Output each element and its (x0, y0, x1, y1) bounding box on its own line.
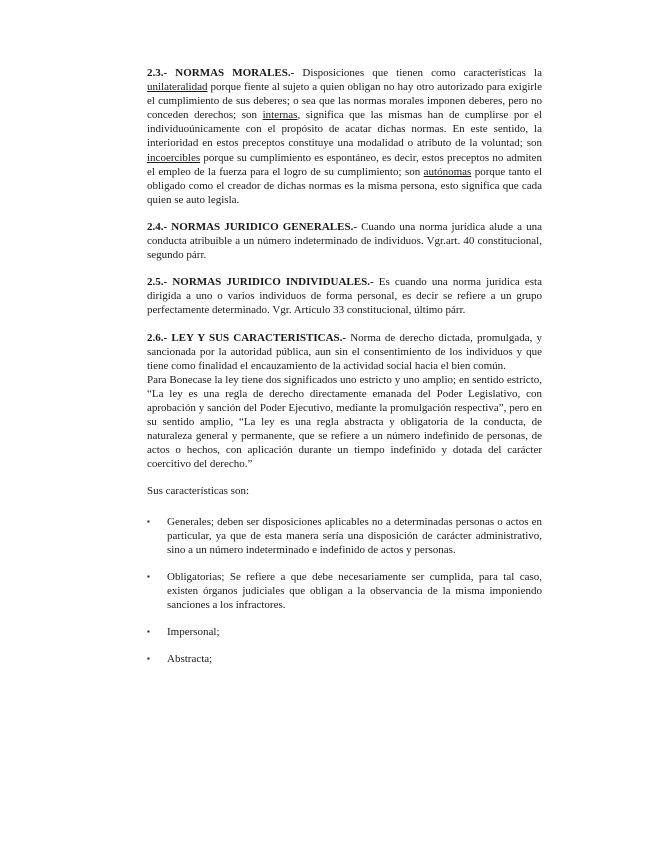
section-heading: 2.3.- NORMAS MORALES.- (147, 67, 295, 79)
underlined-term: incoercibles (147, 151, 201, 164)
body-text: porque fiente al sujeto a quien obligan no hay otro autorizado para exigirle el cumplimiento de sus deberes; o sea que las normas morales imponen deberes, pero no conceden derechos; son (147, 81, 542, 122)
bullet-icon: ▪ (147, 627, 150, 637)
list-item-text: Generales; deben ser disposiciones aplicables no a determinadas personas o actos en particular, ya que de esta manera sería una disposición de carácter administrativo, sino a un número indeterminado e indefinido de actos y personas. (167, 515, 542, 556)
characteristics-intro: Sus características son: (147, 485, 250, 498)
list-item (147, 652, 542, 666)
list-item (147, 625, 542, 639)
list-item-text: Impersonal; (167, 626, 220, 639)
body-text: , significa que las mismas han de cumplirse por el individuoúnicamente con el propósito de acatar dichas normas. En este sentido, la interioridad en estos preceptos constituye una modalidad o atributo de la voluntad; son (147, 109, 542, 150)
section-normas-juridico-individuales (147, 275, 542, 317)
bullet-icon: ▪ (147, 516, 150, 526)
body-text: Norma de derecho dictada, promulgada, y sancionada por la autoridad pública, aun sin el consentimiento de los individuos y que tiene como finalidad el encauzamiento de la actividad social hacia el bien común. (147, 331, 542, 372)
list-item (147, 515, 542, 557)
bonecase-paragraph: Para Bonecase la ley tiene dos significados uno estricto y uno amplio; en sentido estricto, “La ley es una regla de derecho directamente emanada del Poder Legislativo, con aprobación y sanción del Poder Ejecutivo, mediante la promulgación respectiva”, pero en su sentido amplio, “La ley es una regla abstracta y obligatoria de la conducta, de naturaleza general y permanente, que se refiere a un número indefinido de personas, de actos o hechos, con aplicación durante un tiempo indefinido y dotada del carácter coercitivo del derecho.” (147, 373, 542, 471)
body-text: porque su cumplimiento es espontáneo, es decir, estos preceptos no admiten el empleo de la fuerza para el logro de su cumplimiento; son (147, 151, 542, 178)
list-item-text: Obligatorias; Se refiere a que debe necesariamente ser cumplida, para tal caso, existen órganos judiciales que obligan a la observancia de la misma imponiendo sanciones a los infractores. (167, 570, 542, 611)
list-item (147, 570, 542, 612)
underlined-term: autónomas (423, 165, 472, 178)
section-heading: 2.6.- LEY Y SUS CARACTERISTICAS.- (147, 331, 347, 344)
section-heading: 2.4.- NORMAS JURIDICO GENERALES.- (147, 220, 357, 233)
list-item-text: Abstracta; (167, 653, 213, 666)
bullet-icon: ▪ (147, 571, 150, 581)
body-text: Cuando una norma jurídica alude a una conducta atribuible a un número indeterminado de individuos. Vgr.art. 40 constitucional, segundo párr. (147, 220, 542, 262)
body-text: Disposiciones que tienen como características la (294, 67, 542, 79)
section-heading: 2.5.- NORMAS JURIDICO INDIVIDUALES.- (147, 276, 374, 289)
underlined-term: internas (262, 109, 298, 122)
bullet-icon: ▪ (147, 654, 150, 664)
body-text: Es cuando una norma jurídica esta dirigida a uno o varios individuos de forma personal, es decir se refiere a un grupo perfectamente determinado. Vgr. Artículo 33 constitucional, último párr. (147, 276, 542, 317)
characteristics-list (147, 515, 542, 667)
document-page (147, 66, 542, 679)
section-normas-juridico-generales (147, 220, 542, 262)
underlined-term: unilateralidad (147, 81, 208, 94)
section-ley-caracteristicas (147, 331, 542, 373)
body-text: porque tanto el obligado como el creador de dichas normas es la misma persona, esto significa que cada quien se auto legisla. (147, 165, 543, 206)
section-normas-morales (147, 66, 542, 207)
